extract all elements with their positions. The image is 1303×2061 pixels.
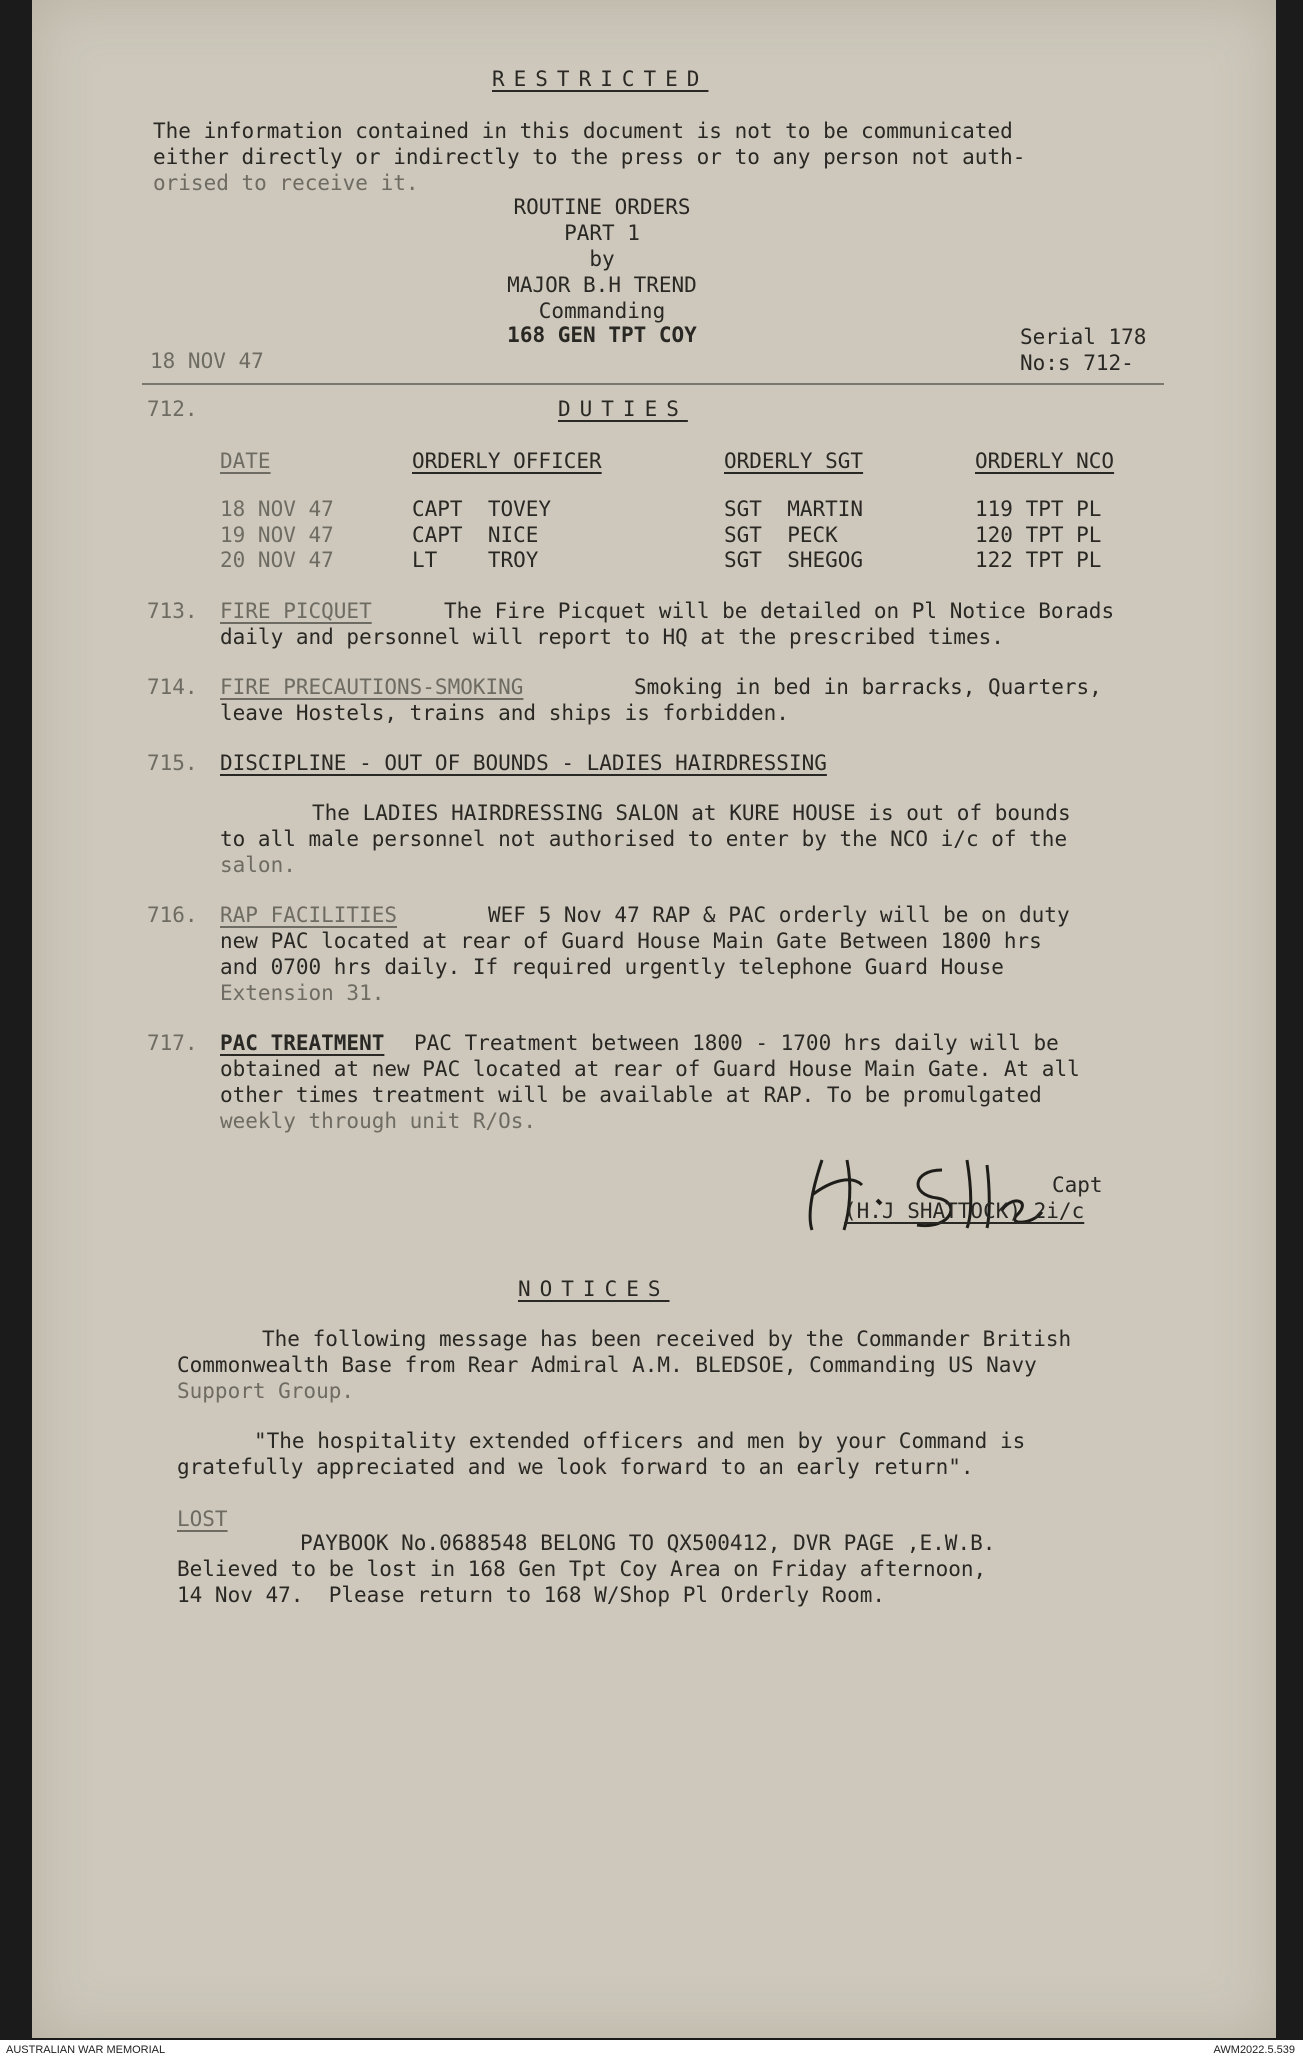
order-date: 18 NOV 47 — [150, 349, 264, 373]
duty-row-3-date: 20 NOV 47 — [220, 548, 334, 572]
order-717-line-1: PAC Treatment between 1800 - 1700 hrs daily will be — [414, 1031, 1059, 1055]
title-line-2: PART 1 — [564, 221, 640, 245]
duty-row-2-officer: CAPT NICE — [412, 523, 539, 547]
duties-col-nco: ORDERLY NCO — [975, 449, 1115, 473]
notices-quote-line-2: gratefully appreciated and we look forward to an early return". — [177, 1455, 974, 1479]
notices-intro-line-2: Commonwealth Base from Rear Admiral A.M. BLEDSOE, Commanding US Navy — [177, 1353, 1037, 1377]
notices-heading: NOTICES — [518, 1277, 670, 1301]
duty-row-2-nco: 120 TPT PL — [975, 523, 1102, 547]
order-713-number: 713. — [147, 599, 198, 623]
duties-heading: DUTIES — [558, 397, 688, 421]
duty-row-3-nco: 122 TPT PL — [975, 548, 1102, 572]
order-713-title: FIRE PICQUET — [220, 599, 372, 623]
footer-reference: AWM2022.5.539 — [1213, 2044, 1295, 2056]
duty-row-3-sgt: SGT SHEGOG — [724, 548, 864, 572]
duty-row-1-officer: CAPT TOVEY — [412, 497, 552, 521]
order-717-number: 717. — [147, 1031, 198, 1055]
notices-intro-line-1: The following message has been received by the Commander British — [262, 1327, 1072, 1351]
duties-col-sgt: ORDERLY SGT — [724, 449, 864, 473]
order-715-number: 715. — [147, 751, 198, 775]
lost-line-1: PAYBOOK No.0688548 BELONG TO QX500412, DVR PAGE ,E.W.B. — [300, 1531, 996, 1555]
warning-line-1: The information contained in this document is not to be communicated — [153, 119, 1013, 143]
signature-rank: Capt — [1052, 1173, 1103, 1197]
duties-col-date: DATE — [220, 449, 271, 473]
order-717-line-4: weekly through unit R/Os. — [220, 1109, 537, 1133]
notices-intro-line-3: Support Group. — [177, 1379, 355, 1403]
duties-number: 712. — [147, 397, 198, 421]
order-716-line-4: Extension 31. — [220, 981, 385, 1005]
duty-row-2-date: 19 NOV 47 — [220, 523, 334, 547]
order-716-title: RAP FACILITIES — [220, 903, 398, 927]
order-714-line-2: leave Hostels, trains and ships is forbidden. — [220, 701, 789, 725]
order-714-number: 714. — [147, 675, 198, 699]
archive-footer — [0, 2040, 1303, 2061]
serial-number: Serial 178 — [1020, 325, 1147, 349]
signature-name: (H.J SHATTOCK) 2i/c — [844, 1199, 1085, 1223]
order-715-title: DISCIPLINE - OUT OF BOUNDS - LADIES HAIRDRESSING — [220, 751, 827, 775]
duty-row-1-date: 18 NOV 47 — [220, 497, 334, 521]
order-716-line-3: and 0700 hrs daily. If required urgently telephone Guard House — [220, 955, 1004, 979]
lost-heading: LOST — [177, 1507, 228, 1531]
duty-row-1-sgt: SGT MARTIN — [724, 497, 864, 521]
order-713-line-1: The Fire Picquet will be detailed on Pl Notice Borads — [444, 599, 1115, 623]
warning-line-3: orised to receive it. — [153, 171, 419, 195]
order-numbers: No:s 712- — [1020, 351, 1134, 375]
warning-line-2: either directly or indirectly to the press or to any person not auth- — [153, 145, 1026, 169]
title-line-1: ROUTINE ORDERS — [513, 195, 691, 219]
document-page — [32, 0, 1276, 2038]
title-line-6: 168 GEN TPT COY — [507, 323, 697, 347]
order-713-line-2: daily and personnel will report to HQ at the prescribed times. — [220, 625, 1004, 649]
order-715-line-3: salon. — [220, 853, 296, 877]
lost-line-2: Believed to be lost in 168 Gen Tpt Coy Area on Friday afternoon, — [177, 1557, 987, 1581]
duty-row-3-officer: LT TROY — [412, 548, 539, 572]
footer-source: AUSTRALIAN WAR MEMORIAL — [6, 2044, 166, 2056]
title-line-4: MAJOR B.H TREND — [507, 273, 697, 297]
order-716-number: 716. — [147, 903, 198, 927]
order-717-title: PAC TREATMENT — [220, 1031, 385, 1055]
title-line-5: Commanding — [538, 299, 666, 323]
classification-heading: RESTRICTED — [492, 67, 709, 91]
header-divider — [142, 383, 1164, 385]
notices-quote-line-1: "The hospitality extended officers and men by your Command is — [254, 1429, 1026, 1453]
order-717-line-3: other times treatment will be available at RAP. To be promulgated — [220, 1083, 1042, 1107]
order-715-line-2: to all male personnel not authorised to enter by the NCO i/c of the — [220, 827, 1068, 851]
order-714-line-1: Smoking in bed in barracks, Quarters, — [634, 675, 1102, 699]
order-714-title: FIRE PRECAUTIONS-SMOKING — [220, 675, 524, 699]
duty-row-1-nco: 119 TPT PL — [975, 497, 1102, 521]
lost-line-3: 14 Nov 47. Please return to 168 W/Shop Pl Orderly Room. — [177, 1583, 886, 1607]
order-716-line-1: WEF 5 Nov 47 RAP & PAC orderly will be on duty — [488, 903, 1070, 927]
duties-col-officer: ORDERLY OFFICER — [412, 449, 602, 473]
order-715-line-1: The LADIES HAIRDRESSING SALON at KURE HOUSE is out of bounds — [312, 801, 1071, 825]
duty-row-2-sgt: SGT PECK — [724, 523, 838, 547]
order-716-line-2: new PAC located at rear of Guard House Main Gate Between 1800 hrs — [220, 929, 1042, 953]
title-line-3: by — [589, 247, 615, 271]
order-717-line-2: obtained at new PAC located at rear of Guard House Main Gate. At all — [220, 1057, 1080, 1081]
